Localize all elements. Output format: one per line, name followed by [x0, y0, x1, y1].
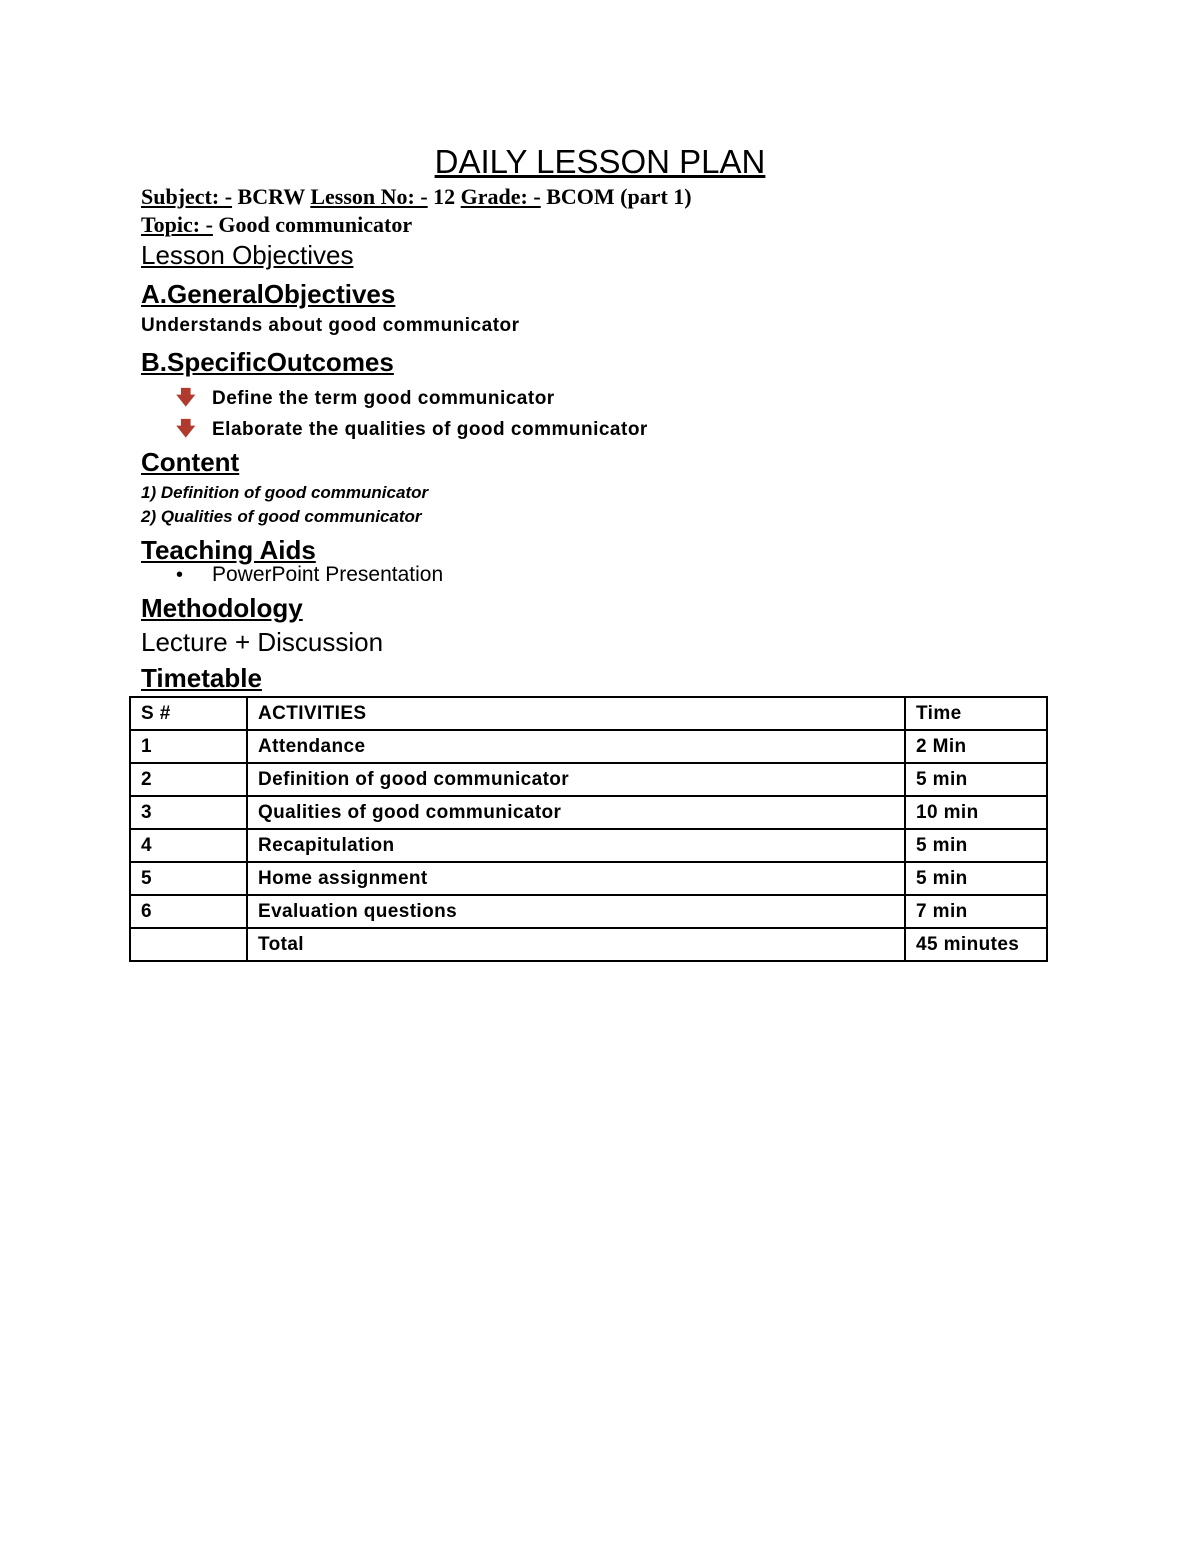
specific-outcomes-heading: B.SpecificOutcomes — [141, 347, 394, 377]
header-cell: S # — [130, 697, 247, 730]
table-cell: 10 min — [905, 796, 1047, 829]
table-cell: 2 — [130, 763, 247, 796]
table-cell: Total — [247, 928, 905, 961]
table-cell: Qualities of good communicator — [247, 796, 905, 829]
general-objectives-heading: A.GeneralObjectives — [141, 279, 396, 309]
general-objectives-text: Understands about good communicator — [141, 315, 520, 336]
table-cell: Recapitulation — [247, 829, 905, 862]
timetable-table — [129, 696, 1048, 962]
bullet-dot-icon: • — [176, 564, 184, 586]
subject-label: Subject: - — [141, 184, 233, 209]
list-item — [176, 415, 648, 447]
topic-line — [141, 212, 412, 238]
header-cell: Time — [905, 697, 1047, 730]
down-arrow-bullet-icon: 🡇 — [176, 388, 197, 409]
table-cell — [130, 928, 247, 961]
lesson-value: 12 — [427, 184, 461, 209]
list-item — [176, 384, 555, 416]
table-cell: 3 — [130, 796, 247, 829]
table-cell: 5 min — [905, 829, 1047, 862]
table-row — [130, 730, 1047, 763]
table-cell: Evaluation questions — [247, 895, 905, 928]
table-cell: Attendance — [247, 730, 905, 763]
topic-value: Good communicator — [212, 212, 413, 237]
page-title: DAILY LESSON PLAN — [434, 143, 766, 180]
table-cell: Definition of good communicator — [247, 763, 905, 796]
table-header-row — [130, 697, 1047, 730]
table-cell: 5 min — [905, 763, 1047, 796]
table-cell: 5 — [130, 862, 247, 895]
timetable-heading: Timetable — [141, 663, 262, 693]
list-item — [176, 563, 443, 587]
outcome-text: Define the term good communicator — [212, 388, 555, 409]
grade-value: BCOM (part 1) — [540, 184, 692, 209]
teaching-aid-text: PowerPoint Presentation — [212, 563, 444, 586]
content-item: 1) Definition of good communicator — [141, 483, 429, 502]
table-cell: 2 Min — [905, 730, 1047, 763]
table-cell: 4 — [130, 829, 247, 862]
table-row — [130, 862, 1047, 895]
meta-line — [141, 184, 692, 210]
table-cell: 6 — [130, 895, 247, 928]
topic-label: Topic: - — [141, 212, 213, 237]
table-row — [130, 829, 1047, 862]
lesson-label: Lesson No: - — [310, 184, 428, 209]
table-cell: 1 — [130, 730, 247, 763]
table-row — [130, 763, 1047, 796]
header-cell: ACTIVITIES — [247, 697, 905, 730]
outcome-text: Elaborate the qualities of good communicator — [212, 419, 648, 440]
subject-value: BCRW — [232, 184, 311, 209]
objectives-heading: Lesson Objectives — [141, 240, 354, 270]
table-cell: Home assignment — [247, 862, 905, 895]
table-cell: 5 min — [905, 862, 1047, 895]
table-cell: 7 min — [905, 895, 1047, 928]
teaching-aids-heading: Teaching Aids — [141, 535, 316, 565]
content-heading: Content — [141, 447, 240, 477]
down-arrow-bullet-icon: 🡇 — [176, 419, 197, 440]
methodology-text: Lecture + Discussion — [141, 627, 384, 657]
table-row — [130, 796, 1047, 829]
methodology-heading: Methodology — [141, 593, 303, 623]
grade-label: Grade: - — [460, 184, 541, 209]
table-cell: 45 minutes — [905, 928, 1047, 961]
table-total-row — [130, 928, 1047, 961]
table-row — [130, 895, 1047, 928]
content-item: 2) Qualities of good communicator — [141, 507, 422, 526]
